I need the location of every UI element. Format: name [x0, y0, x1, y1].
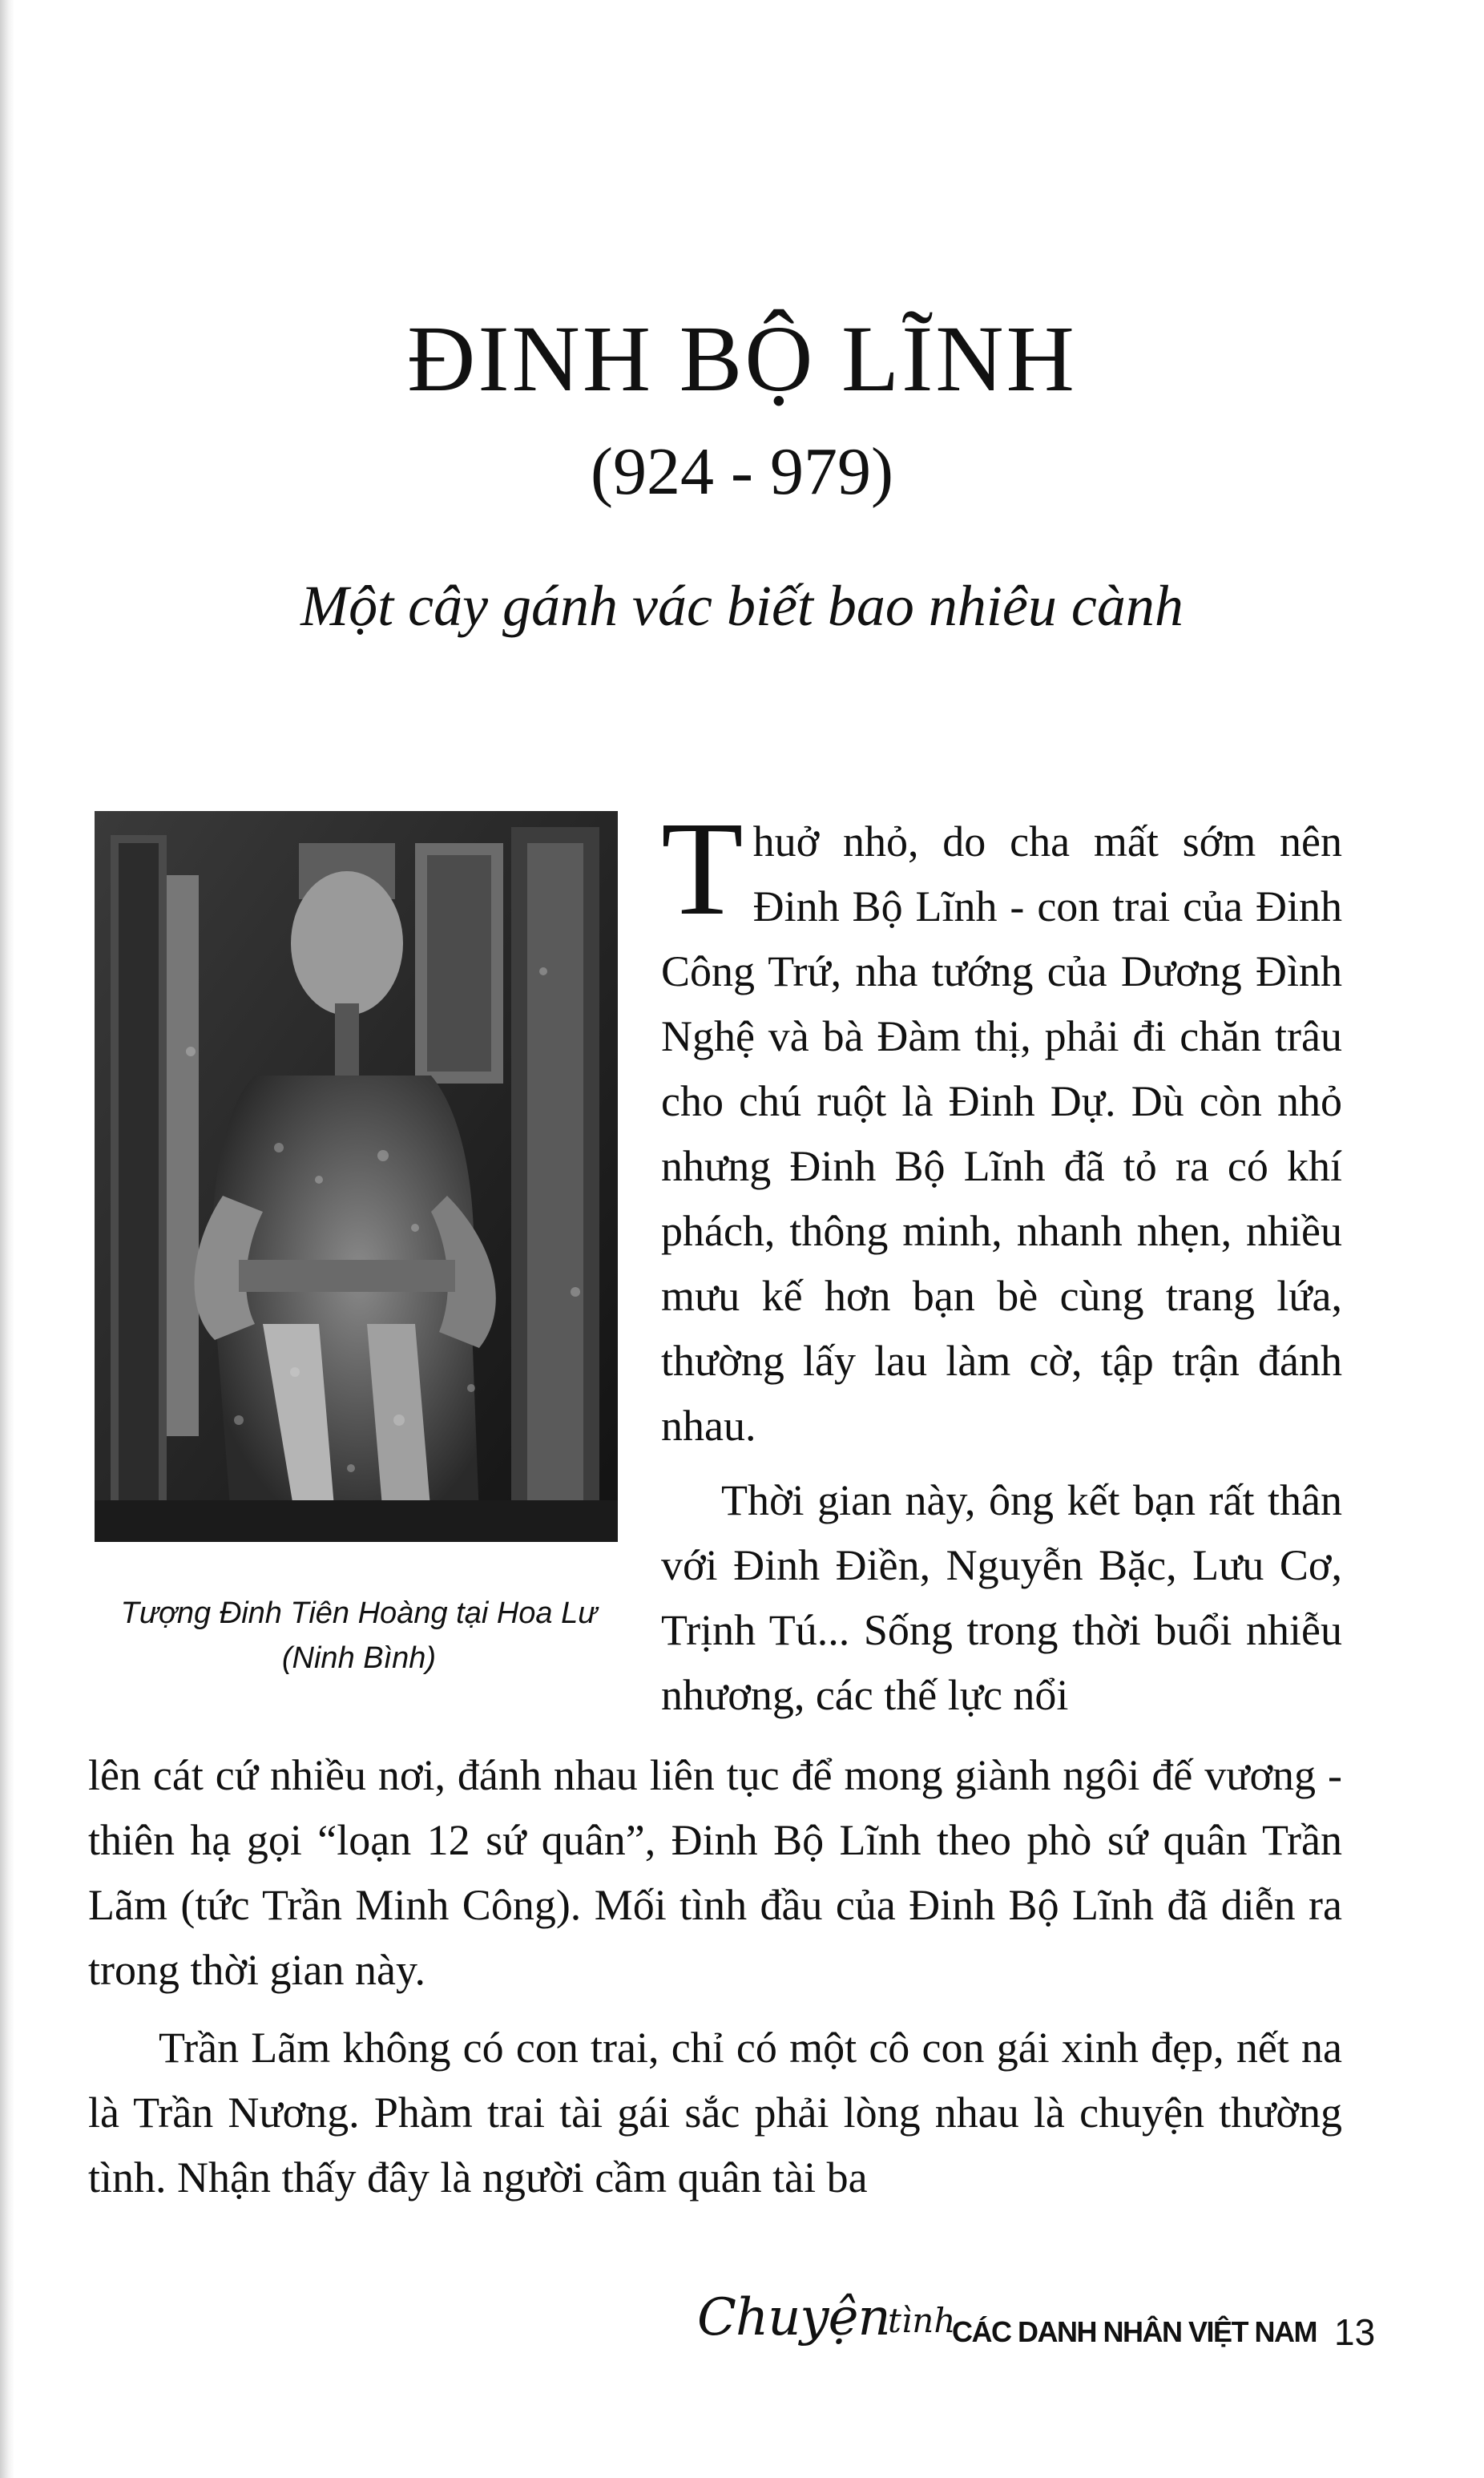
drop-cap: T [661, 794, 744, 943]
paragraph-2-continued: lên cát cứ nhiều nơi, đánh nhau liên tục để mong giành ngôi đế vương - thiên hạ gọi “loạn 12 sứ quân”, Đinh Bộ Lĩnh theo phò sứ quân Trần Lãm (tức Trần Minh Công). Mối tình đầu của Đinh Bộ Lĩnh đã diễn ra trong thời gian này. [88, 1751, 1342, 1994]
page-number: 13 [1334, 2311, 1376, 2353]
text-column [661, 794, 1342, 1728]
footer-book-title: CÁC DANH NHÂN VIỆT NAM [952, 2315, 1317, 2348]
paragraph-1-text: huở nhỏ, do cha mất sớm nên Đinh Bộ Lĩnh - con trai của Đinh Công Trứ, nha tướng của Dương Đình Nghệ và bà Đàm thị, phải đi chăn trâu cho chú ruột là Đinh Dự. Dù còn nhỏ nhưng Đinh Bộ Lĩnh đã tỏ ra có khí phách, thông minh, nhanh nhẹn, nhiều mưu kế hơn bạn bè cùng trang lứa, thường lấy lau làm cờ, tập trận đánh nhau. [661, 817, 1342, 1450]
full-width-text [88, 1743, 1342, 2210]
epigraph: Một cây gánh vác biết bao nhiêu cành [300, 574, 1184, 638]
statue-photo [95, 811, 618, 1542]
statue-photo-icon [95, 811, 618, 1542]
caption-line-1: Tượng Đinh Tiên Hoàng tại Hoa Lư [120, 1596, 598, 1630]
chapter-title: ĐINH BỘ LĨNH [407, 306, 1077, 411]
paragraph-1 [661, 794, 1342, 1459]
footer-script-word-2: tình [888, 2301, 956, 2340]
footer-script-word-1: Chuyện [697, 2288, 890, 2347]
paragraph-3: Trần Lãm không có con trai, chỉ có một cô con gái xinh đẹp, nết na là Trần Nương. Phàm trai tài gái sắc phải lòng nhau là chuyện thường tình. Nhận thấy đây là người cầm quân tài ba [88, 2024, 1342, 2202]
photo-caption [87, 1591, 631, 1681]
page-footer [697, 2280, 1418, 2392]
paragraph-2-column: Thời gian này, ông kết bạn rất thân với Đinh Điền, Nguyễn Bặc, Lưu Cơ, Trịnh Tú... Sống trong thời buổi nhiễu nhương, các thế lực nổi [661, 1476, 1342, 1719]
life-years: (924 - 979) [591, 434, 893, 509]
caption-line-2: (Ninh Bình) [281, 1641, 437, 1675]
